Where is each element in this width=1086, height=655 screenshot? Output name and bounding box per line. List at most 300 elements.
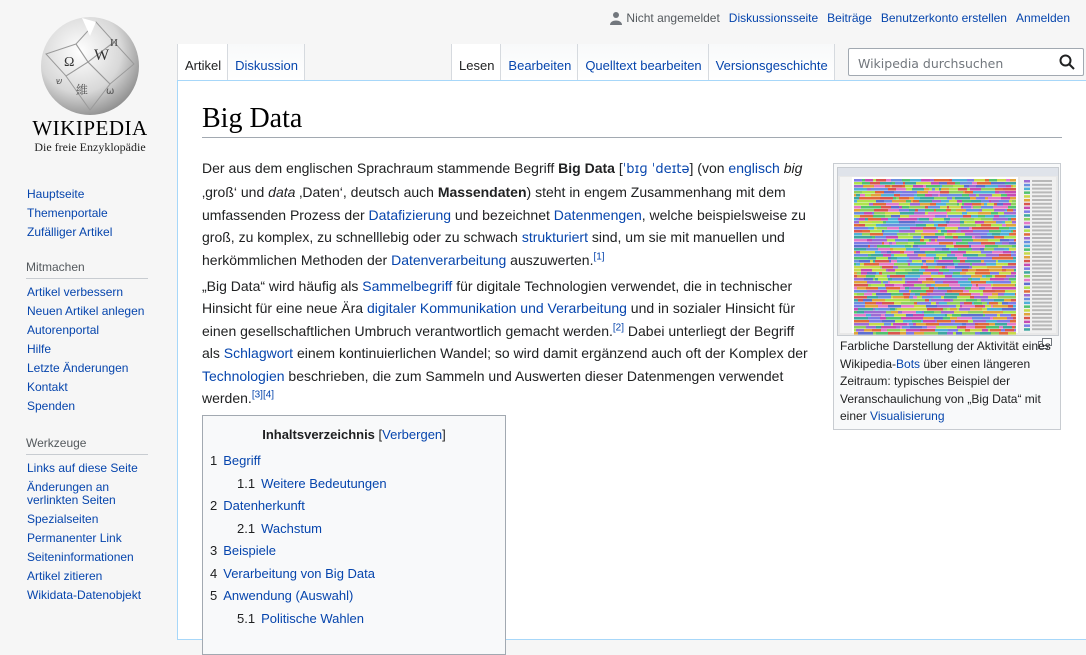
visualization-band [970,188,981,191]
visualization-band [864,200,876,203]
visualization-band [981,206,993,209]
visualization-band [885,212,900,215]
toc-link[interactable]: Weitere Bedeutungen [261,475,387,491]
visualization-band [960,218,974,221]
visualization-band [955,197,970,200]
visualization-band [949,206,961,209]
visualization-band [1032,286,1052,288]
visualization-band [861,206,869,209]
visualization-band [906,332,911,335]
text: sind, um sie mit manuellen und herkömmlichen Methoden der [202,229,785,268]
visualization-band [949,305,956,308]
link-datafizierung[interactable]: Datafizierung [368,206,452,223]
visualization-band [1005,290,1008,293]
create-account-link[interactable]: Benutzerkonto erstellen [880,11,1007,25]
visualization-band [901,302,914,305]
visualization-band [935,248,942,251]
visualization-band [1011,251,1014,254]
link-digitale-kommunikation[interactable]: digitaler Kommunikation und Verarbeitung [366,300,627,317]
toc-item[interactable] [203,608,505,631]
visualization-band [961,206,963,209]
visualization-band [1001,329,1005,332]
visualization-band [996,263,1004,266]
visualization-band [963,191,965,194]
visualization-band [999,191,1005,194]
visualization-band [983,305,985,308]
visualization-band [1024,317,1030,320]
visualization-band [931,245,946,248]
visualization-band [972,317,982,320]
visualization-band [900,326,902,329]
visualization-band [875,233,883,236]
visualization-band [1032,203,1052,205]
sidebar-item-related-changes[interactable]: Änderungen an verlinkten Seiten [27,480,116,507]
visualization-band [938,260,953,263]
visualization-band [973,206,981,209]
visualization-band [973,320,986,323]
visualization-band [1001,197,1010,200]
visualization-band [862,179,865,182]
tab-versionsgeschichte[interactable] [709,44,835,80]
visualization-band [926,242,939,245]
visualization-band [858,308,873,311]
visualization-band [968,269,976,272]
visualization-band [1032,264,1052,266]
reference-2[interactable]: [2] [612,322,624,334]
visualization-band [985,179,989,182]
visualization-band [854,218,856,221]
visualization-band [863,185,869,188]
visualization-band [854,179,862,182]
visualization-band [869,320,882,323]
visualization-band [1032,180,1052,182]
visualization-band [1032,191,1052,193]
link-bots[interactable]: Bots [896,356,921,371]
visualization-band [916,182,931,185]
bold-term: Massendaten [437,184,527,201]
visualization-band [873,308,875,311]
visualization-band [894,254,907,257]
visualization-band [948,239,962,242]
visualization-band [1013,260,1016,263]
visualization-band [854,278,864,281]
visualization-band [1013,257,1016,260]
text: auszuwerten. [506,251,594,268]
visualization-band [991,203,994,206]
visualization-band [909,296,913,299]
visualization-band [956,230,961,233]
visualization-band [930,293,945,296]
sidebar-item-cite[interactable]: Artikel zitieren [27,569,103,583]
thumbnail-image[interactable] [837,167,1059,336]
visualization-band [865,224,876,227]
visualization-band [873,203,886,206]
visualization-band [929,287,934,290]
visualization-band [969,185,973,188]
visualization-band [957,308,959,311]
visualization-band [975,323,978,326]
visualization-band [962,203,964,206]
visualization-band [1008,302,1016,305]
visualization-band [971,215,978,218]
visualization-band [955,182,960,185]
visualization-band [918,254,926,257]
sidebar-item-new-article[interactable]: Neuen Artikel anlegen [27,304,145,318]
visualization-band [856,263,860,266]
caption-text: Farbliche Darstellung der Aktivität eines Wikipedia- [840,339,1051,371]
visualization-band [982,302,987,305]
visualization-band [854,197,859,200]
visualization-band [860,215,873,218]
toc-link[interactable]: Wachstum [261,520,322,536]
visualization-band [965,329,970,332]
visualization-band [947,230,956,233]
visualization-band [891,206,899,209]
visualization-band [959,293,971,296]
visualization-band [975,236,981,239]
visualization-band [960,224,973,227]
toc-item[interactable] [203,473,505,496]
visualization-band [931,299,944,302]
visualization-band [920,329,935,332]
reference-1[interactable]: [1] [593,250,605,262]
toc-item[interactable] [203,495,505,518]
tab-bearbeiten-label: Bearbeiten [508,58,572,73]
visualization-band [946,245,954,248]
link-technologien[interactable]: Technologien [202,367,285,384]
ipa-link[interactable]: ˈbɪɡ ˈdeɪtə [622,162,690,177]
sidebar-item-page-info[interactable]: Seiteninformationen [27,550,134,564]
text: Der aus dem englischen Sprachraum stammende Begriff [202,160,559,176]
visualization-band [931,239,935,242]
visualization-band [992,275,995,278]
visualization-band [854,299,858,302]
main-content [177,80,1086,640]
tab-lesen[interactable] [451,44,501,80]
login-link[interactable]: Anmelden [1015,11,1070,25]
toc-link[interactable]: Politische Wahlen [261,610,364,626]
visualization-band [868,245,870,248]
visualization-band [1007,194,1016,197]
visualization-band [932,188,935,191]
toc-link[interactable]: Datenherkunft [223,498,305,513]
visualization-band [928,206,940,209]
tab-bearbeiten[interactable] [501,44,578,80]
visualization-band [1012,245,1016,248]
visualization-band [933,314,945,317]
visualization-band [898,266,911,269]
paragraph-intro [202,157,814,271]
wikipedia-logo[interactable] [22,10,158,160]
visualization-band [838,168,1058,176]
visualization-band [1002,224,1006,227]
visualization-band [872,221,883,224]
visualization-band [962,269,968,272]
visualization-band [1032,317,1052,319]
visualization-band [862,191,875,194]
visualization-band [967,257,978,260]
talk-link[interactable]: Diskussionsseite [728,11,819,25]
visualization-band [989,302,998,305]
visualization-band [979,287,985,290]
visualization-band [864,263,879,266]
visualization-band [1024,290,1030,293]
visualization-band [1024,214,1030,217]
visualization-band [1024,302,1030,305]
sidebar-item-hauptseite[interactable]: Hauptseite [27,187,85,201]
visualization-band [948,215,963,218]
sidebar-item-donate[interactable]: Spenden [27,399,76,413]
visualization-band [1008,263,1016,266]
sidebar-item-contact[interactable]: Kontakt [27,380,68,394]
visualization-band [887,239,895,242]
visualization-band [913,323,916,326]
visualization-band [947,233,952,236]
visualization-band [972,236,975,239]
visualization-band [982,317,990,320]
visualization-band [924,314,933,317]
visualization-band [952,314,961,317]
link-sammelbegriff[interactable]: Sammelbegriff [362,278,453,294]
visualization-band [1000,314,1011,317]
tab-quelltext-bearbeiten[interactable] [578,44,708,80]
visualization-band [923,272,931,275]
visualization-band [1032,199,1052,201]
visualization-band [854,212,864,215]
visualization-band [1004,278,1009,281]
visualization-band [927,293,930,296]
toc-item[interactable] [203,563,505,586]
sidebar-item-themenportale[interactable]: Themenportale [27,206,108,220]
visualization-band [952,290,963,293]
contributions-link[interactable]: Beiträge [827,11,872,25]
sidebar-item-permanent-link[interactable]: Permanenter Link [27,531,122,545]
visualization-band [854,329,856,332]
reference-3[interactable]: [3] [251,389,263,401]
visualization-band [957,200,962,203]
visualization-band [903,284,914,287]
sidebar-item-recent-changes[interactable]: Letzte Änderungen [27,361,129,375]
visualization-band [990,215,994,218]
visualization-band [985,314,997,317]
text: , welche beispielsweise zu groß, zu komplex, zu schnelllebig oder zu schwach [202,206,806,246]
toc-link[interactable]: Begriff [223,453,261,468]
toc-item[interactable] [203,450,505,473]
visualization-band [926,278,933,281]
sidebar-item-special-pages[interactable]: Spezialseiten [27,512,99,526]
visualization-band [991,305,993,308]
visualization-band [970,296,974,299]
visualization-band [994,209,1005,212]
visualization-band [923,230,938,233]
visualization-band [1032,226,1052,228]
visualization-band [993,218,1008,221]
visualization-band [854,203,869,206]
visualization-band [899,203,908,206]
visualization-band [900,269,905,272]
visualization-band [1014,239,1016,242]
toc-link[interactable]: Beispiele [223,543,276,558]
visualization-band [984,248,994,251]
visualization-band [985,245,989,248]
visualization-band [884,323,891,326]
visualization-band [923,320,931,323]
visualization-band [976,224,981,227]
visualization-band [953,185,964,188]
visualization-band [888,332,900,335]
visualization-band [865,218,868,221]
visualization-band [934,257,936,260]
visualization-band [865,302,876,305]
visualization-band [864,293,872,296]
visualization-band [974,302,982,305]
visualization-band [1032,321,1052,323]
tab-artikel[interactable] [177,44,228,80]
visualization-band [895,182,903,185]
sidebar-participate [27,260,177,416]
sidebar-item-random-article[interactable]: Zufälliger Artikel [27,225,113,239]
visualization-band [1024,233,1030,236]
visualization-band [985,215,990,218]
visualization-band [870,260,873,263]
link-strukturiert[interactable]: strukturiert [521,229,588,246]
visualization-band [1032,222,1052,224]
visualization-band [972,302,974,305]
visualization-band [940,251,951,254]
visualization-band [1024,309,1030,312]
tab-versionsgeschichte-label: Versionsgeschichte [715,58,828,73]
visualization-band [972,248,980,251]
visualization-band [914,212,925,215]
visualization-band [980,332,991,335]
toc-toggle[interactable]: Verbergen [382,427,443,442]
visualization-band [873,278,875,281]
visualization-band [899,221,902,224]
visualization-band [909,257,921,260]
visualization-band [995,191,999,194]
visualization-band [954,311,966,314]
visualization-band [909,209,915,212]
visualization-band [902,278,905,281]
visualization-band [955,254,963,257]
visualization-band [962,332,975,335]
visualization-band [866,314,871,317]
visualization-band [1032,275,1052,277]
visualization-band [1032,218,1052,220]
visualization-band [883,281,888,284]
toc-link[interactable]: Verarbeitung von Big Data [223,565,376,581]
sidebar-item-help[interactable]: Hilfe [27,342,52,356]
sidebar-item-what-links-here[interactable]: Links auf diese Seite [27,461,138,475]
visualization-band [1011,314,1016,317]
sidebar-item-wikidata[interactable]: Wikidata-Datenobjekt [27,588,142,602]
link-datenmengen[interactable]: Datenmengen [553,206,642,223]
visualization-band [965,191,973,194]
toc-item[interactable] [203,518,505,541]
sidebar-item-improve-article[interactable]: Artikel verbessern [27,285,124,299]
toc-item[interactable] [203,585,505,608]
visualization-band [960,326,966,329]
visualization-band [911,287,921,290]
visualization-band [981,203,984,206]
visualization-band [886,287,900,290]
visualization-band [872,269,886,272]
visualization-band [975,326,986,329]
visualization-band [968,320,973,323]
visualization-band [1008,290,1016,293]
visualization-band [995,275,1006,278]
visualization-band [933,278,940,281]
thumbnail-caption [840,338,1056,426]
visualization-band [904,296,909,299]
toc-number: 4 [210,565,218,581]
svg-text:ω: ω [106,86,115,97]
visualization-band [964,221,967,224]
link-schlagwort[interactable]: Schlagwort [223,345,294,362]
visualization-band [1032,241,1052,243]
link-englisch[interactable]: englisch [728,160,780,176]
visualization-band [906,239,908,242]
visualization-band [871,188,881,191]
visualization-band [904,251,914,254]
visualization-band [896,188,898,191]
toc-bracket-close: ] [442,427,446,442]
visualization-band [934,224,938,227]
toc-item[interactable] [203,540,505,563]
visualization-band [978,215,985,218]
link-datenverarbeitung[interactable]: Datenverarbeitung [391,251,507,268]
sidebar-item-author-portal[interactable]: Autorenportal [27,323,100,337]
search-icon [1059,54,1075,70]
visualization-band [978,284,991,287]
toc-bracket-open: [ [378,427,383,442]
visualization-band [906,329,920,332]
search-button[interactable] [1059,54,1075,75]
visualization-band [989,200,991,203]
reference-4[interactable]: [4] [262,389,275,401]
visualization-band [908,239,920,242]
visualization-band [965,260,971,263]
visualization-band [1002,302,1008,305]
text: einem kontinuierlichen Wandel; so wird damit ergänzend auch oft der Komplex der [293,345,808,362]
visualization-band [865,194,871,197]
visualization-band [921,233,935,236]
visualization-band [939,269,949,272]
visualization-band [876,326,881,329]
visualization-band [862,182,870,185]
visualization-band [987,266,1002,269]
link-visualisierung[interactable]: Visualisierung [870,409,945,424]
visualization-band [998,278,1004,281]
visualization-band [1032,313,1052,315]
visualization-band [964,185,969,188]
toc-link[interactable]: Anwendung (Auswahl) [223,588,354,603]
visualization-band [916,224,926,227]
visualization-band [1004,263,1008,266]
visualization-band [899,227,910,230]
visualization-band [924,188,929,191]
visualization-band [949,191,963,194]
search-input[interactable] [856,55,1050,72]
visualization-band [885,299,900,302]
visualization-band [910,263,923,266]
visualization-band [857,293,864,296]
visualization-band [894,263,908,266]
visualization-band [961,230,973,233]
visualization-band [935,188,939,191]
visualization-band [940,206,947,209]
tab-diskussion[interactable] [228,44,305,80]
